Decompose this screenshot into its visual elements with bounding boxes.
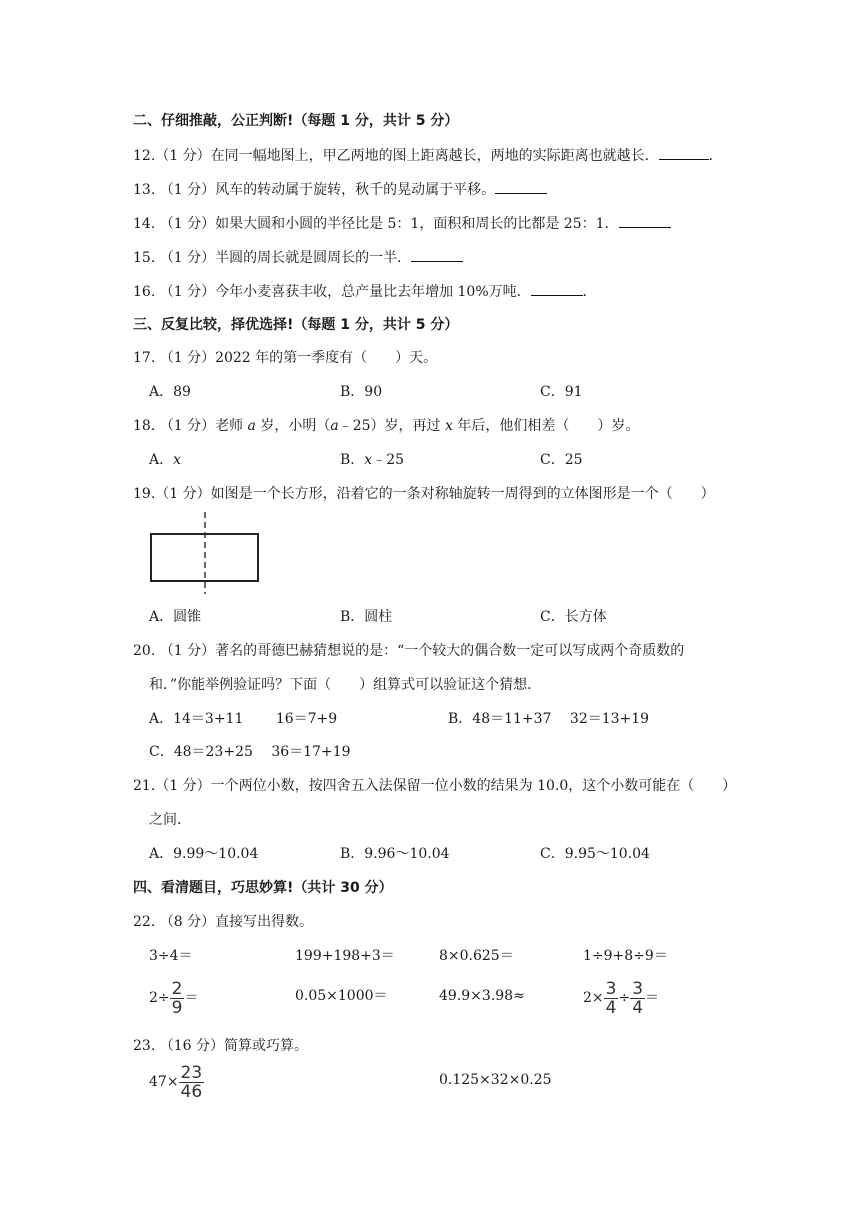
- calc-item: 199+198+3＝: [295, 948, 395, 964]
- question-23-stem: 23. （16 分）简算或巧算。: [133, 1038, 308, 1054]
- question-20-option-a[interactable]: A．14＝3+11 16＝7+9: [149, 711, 338, 727]
- question-18-stem: [133, 416, 639, 436]
- question-17-option-b[interactable]: B．90: [340, 384, 383, 400]
- option-letter: A．: [149, 452, 174, 468]
- fraction: [170, 980, 185, 1017]
- denominator: 46: [180, 1081, 203, 1102]
- calc-item-fraction-expression: [583, 978, 659, 1018]
- calc-item: 49.9×3.98≈: [439, 988, 525, 1004]
- section-4-title: 四、看清题目，巧思妙算!（共计 30 分）: [133, 880, 393, 896]
- answer-blank-14[interactable]: [619, 213, 671, 228]
- question-12-end: ．: [708, 148, 723, 164]
- numerator: 3: [605, 978, 617, 999]
- question-19-option-b[interactable]: B．圆柱: [340, 609, 393, 625]
- question-14: [133, 213, 671, 234]
- question-20-option-b[interactable]: B．48＝11+37 32＝13+19: [448, 711, 650, 727]
- question-21-option-a[interactable]: A．9.99～10.04: [149, 846, 259, 862]
- question-22-stem: 22. （8 分）直接写出得数。: [133, 914, 314, 930]
- calc-item: 3÷4＝: [149, 948, 193, 964]
- section-2-title: 二、仔细推敲，公正判断!（每题 1 分，共计 5 分）: [133, 113, 459, 129]
- question-18-text-4: 年后，他们相差（ ）岁。: [452, 418, 640, 434]
- calc-item: 0.125×32×0.25: [439, 1072, 552, 1088]
- question-18-text-3: ﹣25）岁，再过: [338, 418, 445, 434]
- option-letter: B．: [340, 452, 365, 468]
- question-21-option-c[interactable]: C．9.95～10.04: [540, 846, 650, 862]
- numerator: 3: [632, 978, 644, 999]
- question-18-text-2: 岁，小明（: [255, 418, 331, 434]
- denominator: 9: [171, 997, 183, 1018]
- question-20-option-c[interactable]: C．48＝23+25 36＝17+19: [149, 744, 351, 760]
- question-17-stem: 17. （1 分）2022 年的第一季度有（ ）天。: [133, 350, 438, 366]
- numerator: 23: [180, 1062, 203, 1083]
- variable-x: x: [444, 418, 453, 434]
- question-13-text: 13. （1 分）风车的转动属于旋转，秋千的晃动属于平移。: [133, 182, 496, 198]
- calc-text: 2÷: [149, 990, 170, 1006]
- variable-x: x: [364, 452, 373, 468]
- answer-blank-13[interactable]: [495, 179, 547, 194]
- question-19-stem: 19.（1 分）如图是一个长方形，沿着它的一条对称轴旋转一周得到的立体图形是一个（ ）: [133, 486, 715, 502]
- question-18-option-a[interactable]: [149, 450, 181, 470]
- question-18-option-b[interactable]: [340, 450, 404, 470]
- rectangle-figure: [148, 510, 264, 596]
- calc-item-fraction-division: [149, 978, 198, 1018]
- question-17-option-a[interactable]: A．89: [149, 384, 191, 400]
- question-15: [133, 247, 463, 268]
- calc-text: ÷: [618, 990, 631, 1006]
- denominator: 4: [632, 997, 644, 1018]
- option-text: ﹣25: [372, 452, 405, 468]
- question-17-option-c[interactable]: C．91: [540, 384, 583, 400]
- question-13: [133, 179, 547, 200]
- calc-text: 2×: [583, 990, 604, 1006]
- calc-item-fraction-multiply: [149, 1062, 204, 1102]
- fraction: [179, 1064, 205, 1101]
- fraction: [604, 980, 619, 1017]
- variable-a: a: [330, 418, 339, 434]
- denominator: 4: [605, 997, 617, 1018]
- answer-blank-16[interactable]: [531, 281, 583, 296]
- question-16: [133, 281, 597, 302]
- question-16-end: ．: [582, 284, 597, 300]
- variable-a: a: [247, 418, 256, 434]
- question-12: [133, 145, 723, 166]
- question-20-stem-line1: 20. （1 分）著名的哥德巴赫猜想说的是：“一个较大的偶合数一定可以写成两个奇质数的: [133, 643, 685, 659]
- section-3-title: 三、反复比较，择优选择!（每题 1 分，共计 5 分）: [133, 317, 459, 333]
- question-19-option-a[interactable]: A．圆锥: [149, 609, 202, 625]
- answer-blank-12[interactable]: [659, 145, 709, 160]
- variable-x: x: [173, 452, 182, 468]
- question-16-text: 16. （1 分）今年小麦喜获丰收，总产量比去年增加 10%万吨．: [133, 284, 531, 300]
- calc-text: 47×: [149, 1074, 179, 1090]
- question-21-stem-line2: 之间．: [149, 812, 191, 828]
- question-18-text-1: 18. （1 分）老师: [133, 418, 248, 434]
- question-15-text: 15. （1 分）半圆的周长就是圆周长的一半．: [133, 250, 412, 266]
- question-21-option-b[interactable]: B．9.96～10.04: [340, 846, 450, 862]
- question-14-text: 14. （1 分）如果大圆和小圆的半径比是 5：1，面积和周长的比都是 25：1．: [133, 216, 619, 232]
- numerator: 2: [171, 978, 183, 999]
- question-19-option-c[interactable]: C．长方体: [540, 609, 607, 625]
- calc-text: ＝: [645, 990, 660, 1006]
- fraction: [630, 980, 645, 1017]
- question-20-stem-line2: 和．”你能举例验证吗？下面（ ）组算式可以验证这个猜想．: [149, 677, 542, 693]
- answer-blank-15[interactable]: [411, 247, 463, 262]
- calc-item: 1÷9+8÷9＝: [583, 948, 668, 964]
- question-21-stem-line1: 21.（1 分）一个两位小数，按四舍五入法保留一位小数的结果为 10.0，这个小数可能在（ ）: [133, 778, 737, 794]
- calc-text: ＝: [184, 990, 199, 1006]
- calc-item: 8×0.625＝: [439, 948, 514, 964]
- calc-item: 0.05×1000＝: [295, 988, 388, 1004]
- question-12-text: 12.（1 分）在同一幅地图上，甲乙两地的图上距离越长，两地的实际距离也就越长．: [133, 148, 659, 164]
- question-18-option-c[interactable]: C．25: [540, 452, 583, 468]
